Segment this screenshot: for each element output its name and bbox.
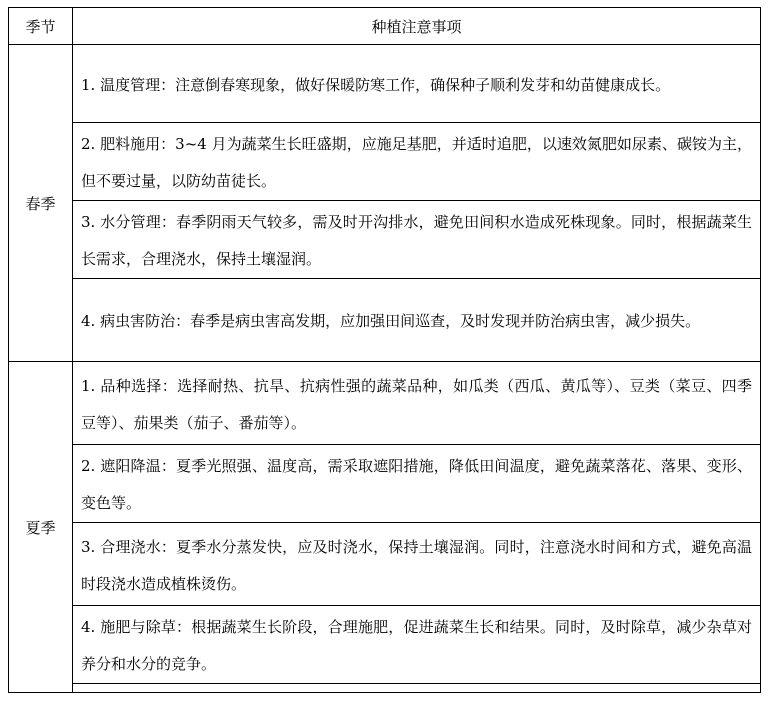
season-cell-spring: 春季 — [9, 45, 73, 362]
table-row — [9, 123, 761, 201]
table-row — [9, 362, 761, 445]
table-row — [9, 606, 761, 684]
table-row — [9, 279, 761, 362]
table-row — [9, 523, 761, 606]
season-cell-summer: 夏季 — [9, 362, 73, 693]
planting-notes-table — [8, 7, 761, 693]
summer-note-3: 3. 合理浇水：夏季水分蒸发快，应及时浇水，保持土壤湿润。同时，注意浇水时间和方式，避免高温时段浇水造成植株烫伤。 — [73, 523, 761, 606]
summer-note-4: 4. 施肥与除草：根据蔬菜生长阶段，合理施肥，促进蔬菜生长和结果。同时，及时除草，减少杂草对养分和水分的竞争。 — [73, 606, 761, 684]
table-row-continuation — [9, 684, 761, 693]
spring-note-4: 4. 病虫害防治：春季是病虫害高发期，应加强田间巡查，及时发现并防治病虫害，减少损失。 — [73, 279, 761, 362]
spring-note-1: 1. 温度管理：注意倒春寒现象，做好保暖防寒工作，确保种子顺利发芽和幼苗健康成长。 — [73, 45, 761, 123]
summer-note-2: 2. 遮阳降温：夏季光照强、温度高，需采取遮阳措施，降低田间温度，避免蔬菜落花、落果、变形、变色等。 — [73, 445, 761, 523]
table-row — [9, 45, 761, 123]
spring-note-2: 2. 肥料施用：3~4 月为蔬菜生长旺盛期，应施足基肥，并适时追肥，以速效氮肥如尿素、碳铵为主，但不要过量，以防幼苗徒长。 — [73, 123, 761, 201]
summer-note-1: 1. 品种选择：选择耐热、抗旱、抗病性强的蔬菜品种，如瓜类（西瓜、黄瓜等）、豆类（菜豆、四季豆等）、茄果类（茄子、番茄等）。 — [73, 362, 761, 445]
continuation-cell — [73, 684, 761, 693]
notes-column-header: 种植注意事项 — [73, 8, 761, 45]
table-row — [9, 201, 761, 279]
table-header-row — [9, 8, 761, 45]
season-column-header: 季节 — [9, 8, 73, 45]
spring-note-3: 3. 水分管理：春季阴雨天气较多，需及时开沟排水，避免田间积水造成死株现象。同时，根据蔬菜生长需求，合理浇水，保持土壤湿润。 — [73, 201, 761, 279]
table-row — [9, 445, 761, 523]
